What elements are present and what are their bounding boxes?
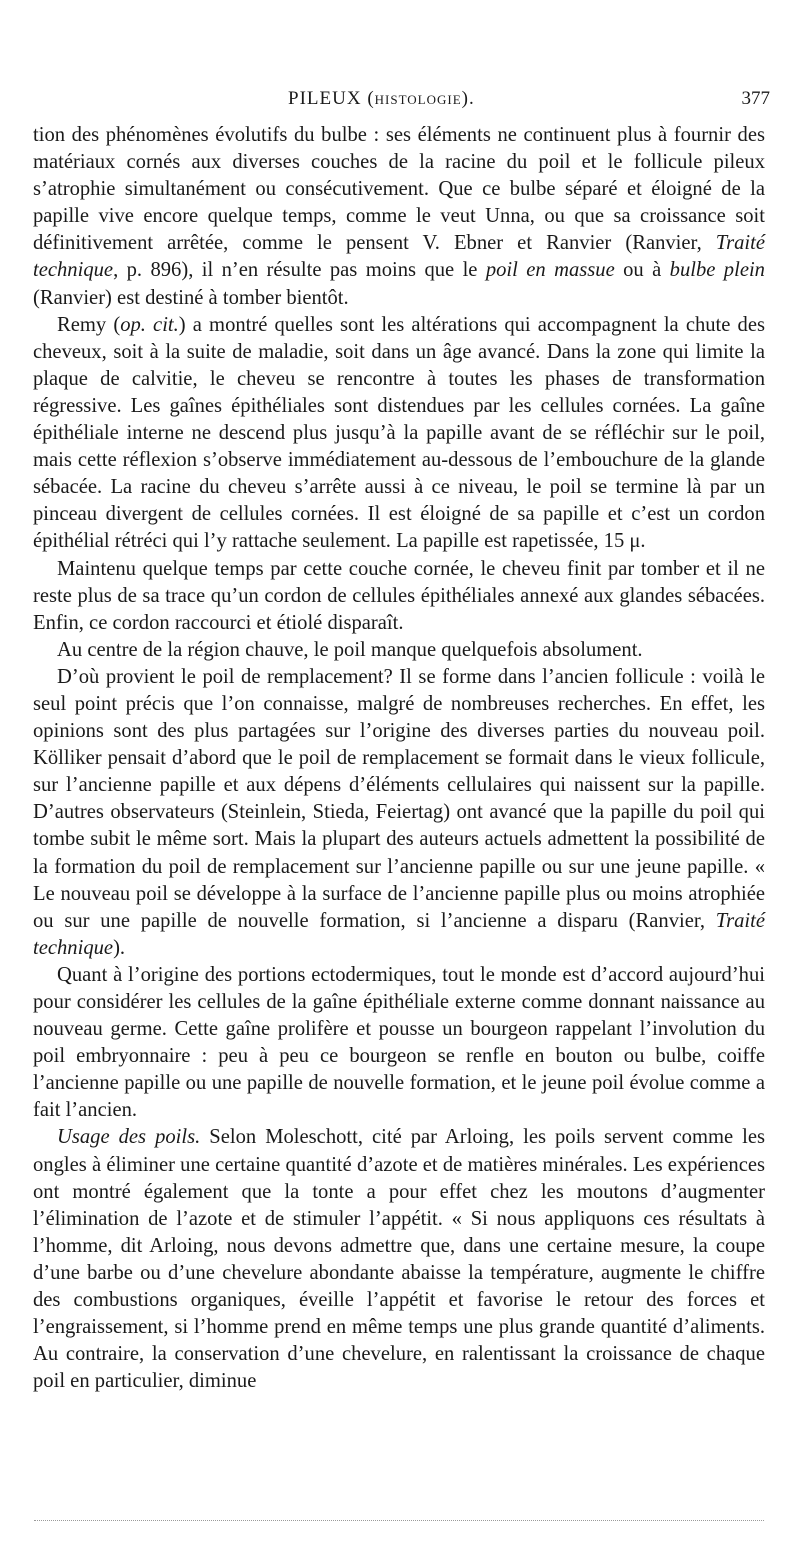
text-run: Au centre de la région chauve, le poil manque quelquefois absolument. xyxy=(57,638,643,661)
paragraph xyxy=(33,122,765,312)
text-run: Quant à l’origine des portions ectodermiques, tout le monde est d’accord aujourd’hui pour considérer les cellules de la gaîne épithéliale externe comme donnant naissance au nouveau germe. Cette gaîne prolifère et pousse un bourgeon rappelant l’involution du poil embryonnaire : peu à peu ce bourgeon se renfle en bouton ou bulbe, coiffe l’ancienne papille ou une papille de nouvelle formation, et le jeune poil évolue comme a fait l’ancien. xyxy=(33,963,765,1122)
italic-text: Usage des poils. xyxy=(57,1126,201,1149)
paragraph xyxy=(33,664,765,962)
page-number: 377 xyxy=(741,88,770,109)
footer-rule xyxy=(34,1520,764,1521)
running-head-title: PILEUX xyxy=(288,88,362,109)
text-run: ) a montré quelles sont les altérations qui accompagnent la chute des cheveux, soit à la suite de maladie, soit dans un âge avancé. Dans la zone qui limite la plaque de calvitie, le cheveu se rencontre à toutes les phases de transformation régressive. Les gaînes épithéliales sont distendues par les cellules cornées. La gaîne épithéliale interne ne descend plus jusqu’à la papille avant de se réfléchir sur le poil, mais cette réflexion s’observe immédiatement au-dessous de l’embouchure de la glande sébacée. La racine du cheveu s’arrête aussi à ce niveau, le poil se termine là par un pinceau divergent de cellules cornées. Il est éloigné de sa papille et c’est un cordon épithélial rétréci qui l’y rattache seulement. La papille est rapetissée, 15 μ. xyxy=(33,313,765,553)
text-run: ). xyxy=(113,936,126,959)
text-run: Selon Moleschott, cité par Arloing, les poils servent comme les ongles à éliminer une certaine quantité d’azote et de matières minérales. Les expériences ont montré également que la tonte a pour effet chez les moutons d’augmenter l’élimination de l’azote et de stimuler l’appétit. « Si nous appliquons ces résultats à l’homme, dit Arloing, nous devons admettre que, dans une certaine mesure, la coupe d’une barbe ou d’une chevelure abondante abaisse la température, augmente le chiffre des combustions organiques, éveille l’appétit et favorise le retour des forces et l’engraissement, si l’homme prend en même temps une plus grande quantité d’aliments. Au contraire, la conservation d’une chevelure, en ralentissant la croissance de chaque poil en particulier, diminue xyxy=(33,1126,765,1393)
text-run: , p. 896), il n’en résulte pas moins que le xyxy=(113,259,486,282)
running-head: PILEUX (HISTOLOGIE). xyxy=(288,88,475,109)
paragraph xyxy=(33,556,765,637)
body-text xyxy=(33,122,765,1395)
italic-text: poil en massue xyxy=(485,259,615,282)
italic-text: Traité technique xyxy=(33,232,765,282)
paragraph xyxy=(33,962,765,1125)
text-run: D’où provient le poil de remplacement? Il se forme dans l’ancien follicule : voilà le seul point précis que l’on connaisse, malgré de nombreuses recherches. En effet, les opinions sont des plus partagées sur l’origine des diverses parties du nouveau poil. Kölliker pensait d’abord que le poil de remplacement se formait dans le vieux follicule, sur l’ancienne papille et aux dépens d’éléments cellulaires qui naissent sur la papille. D’autres observateurs (Steinlein, Stieda, Feiertag) ont avancé que la papille du poil qui tombe subit le même sort. Mais la plupart des auteurs actuels admettent la possibilité de la formation du poil de remplacement sur l’ancienne papille ou sur une jeune papille. « Le nouveau poil se développe à la surface de l’ancienne papille plus ou moins atrophiée ou sur une papille de nouvelle formation, si l’ancienne a disparu (Ranvier, xyxy=(33,665,765,932)
paragraph xyxy=(33,1124,765,1395)
italic-text: bulbe plein xyxy=(669,259,765,282)
text-run: tion des phénomènes évolutifs du bulbe : ses éléments ne continuent plus à fournir des matériaux cornés aux diverses couches de la racine du poil et le follicule pileux s’atrophie simultanément ou consécutivement. Que ce bulbe séparé et éloigné de la papille vive encore quelque temps, comme le veut Unna, ou que sa croissance soit définitivement arrêtée, comme le pensent V. Ebner et Ranvier (Ranvier, xyxy=(33,124,765,255)
running-head-subtitle: HISTOLOGIE xyxy=(374,92,462,107)
paragraph xyxy=(33,637,765,664)
text-run: Remy ( xyxy=(57,313,121,336)
italic-text: Traité technique xyxy=(33,909,765,959)
text-run: Maintenu quelque temps par cette couche cornée, le cheveu finit par tomber et il ne reste plus de sa trace qu’un cordon de cellules épithéliales annexé aux glandes sébacées. Enfin, ce cordon raccourci et étiolé disparaît. xyxy=(33,557,765,634)
paragraph xyxy=(33,312,765,556)
page-header xyxy=(32,88,774,118)
text-run: ou à xyxy=(614,259,670,282)
italic-text: op. cit. xyxy=(120,313,179,336)
text-run: (Ranvier) est destiné à tomber bientôt. xyxy=(33,286,349,309)
